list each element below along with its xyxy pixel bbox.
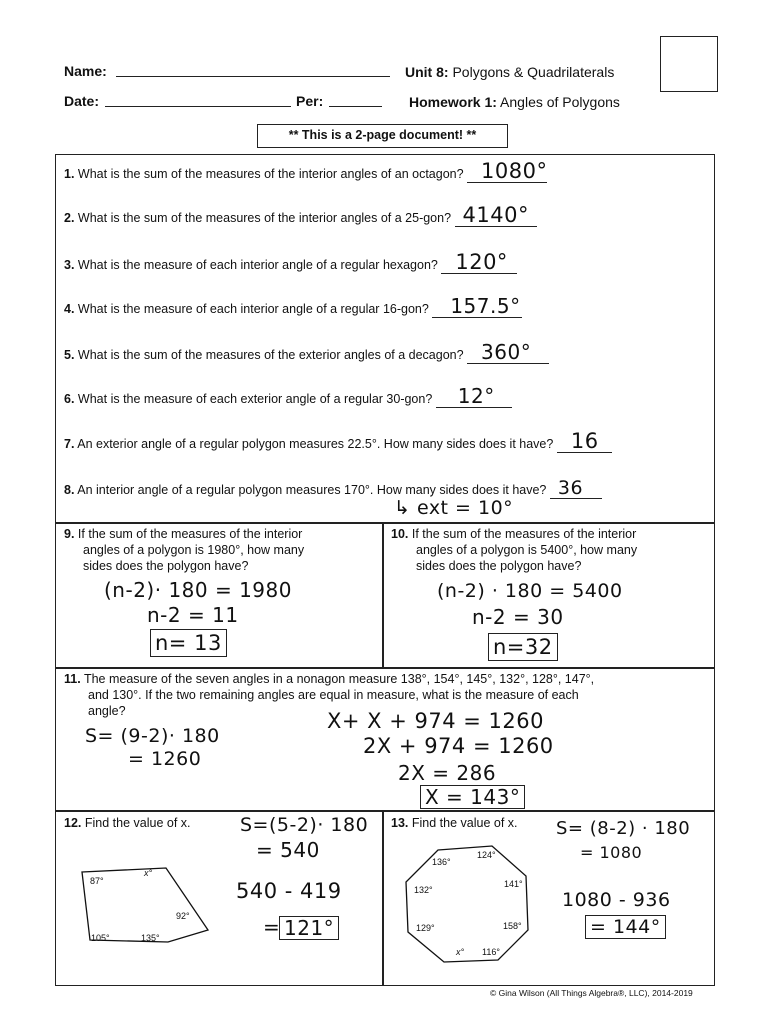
angle-label: 135° — [141, 933, 160, 943]
answer-3: 120° — [455, 250, 508, 274]
work-12-equals: = — [263, 915, 281, 939]
divider — [382, 810, 384, 986]
question-10: 10. If the sum of the measures of the interior angles of a polygon is 5400°, how many sides does the polygon have? — [391, 527, 638, 573]
score-box[interactable] — [660, 36, 718, 92]
notice-banner: ** This is a 2-page document! ** — [257, 124, 508, 148]
answer-1: 1080° — [481, 159, 548, 183]
work-13-step2: = 1080 — [580, 843, 643, 862]
answer-8: 36 — [557, 477, 584, 499]
period-field[interactable] — [329, 106, 382, 107]
work-9-step1: (n-2)· 180 = 1980 — [104, 578, 292, 602]
answer-10: n=32 — [488, 633, 558, 661]
answer-12: 121° — [279, 916, 339, 940]
divider — [55, 522, 715, 524]
question-13: 13. Find the value of x. — [391, 816, 518, 830]
copyright-footer: © Gina Wilson (All Things Algebra®, LLC), 2014-2019 — [490, 988, 693, 998]
answer-5: 360° — [481, 340, 532, 364]
divider — [55, 810, 715, 812]
answer-9: n= 13 — [150, 629, 227, 657]
work-11-s1: S= (9-2)· 180 — [85, 725, 220, 747]
question-4: 4. What is the measure of each interior angle of a regular 16-gon? 157.5° — [64, 294, 521, 318]
work-12-step1: S=(5-2)· 180 — [240, 814, 369, 836]
answer-7: 16 — [570, 429, 599, 453]
angle-label: 136° — [432, 857, 451, 867]
angle-label: 124° — [477, 850, 496, 860]
unit-heading: Unit 8: Polygons & Quadrilaterals — [405, 64, 615, 80]
work-10-step1: (n-2) · 180 = 5400 — [437, 580, 623, 602]
question-12: 12. Find the value of x. — [64, 816, 191, 830]
question-8: 8. An interior angle of a regular polygon measures 170°. How many sides does it have? 36 — [64, 480, 602, 499]
answer-13: = 144° — [585, 915, 666, 939]
angle-label: 129° — [416, 923, 435, 933]
note-8: ↳ ext = 10° — [394, 497, 514, 519]
answer-6: 12° — [457, 384, 495, 408]
question-7: 7. An exterior angle of a regular polygon measures 22.5°. How many sides does it have? 16 — [64, 433, 612, 453]
date-field[interactable] — [105, 106, 291, 107]
date-label: Date: — [64, 93, 100, 109]
question-2: 2. What is the sum of the measures of the interior angles of a 25-gon? 4140° — [64, 207, 537, 227]
angle-label: 158° — [503, 921, 522, 931]
work-12-step2: = 540 — [256, 838, 320, 862]
question-5: 5. What is the sum of the measures of the exterior angles of a decagon? 360° — [64, 344, 549, 364]
question-1: 1. What is the sum of the measures of the interior angles of an octagon? 1080° — [64, 159, 548, 183]
angle-label: 132° — [414, 885, 433, 895]
work-9-step2: n-2 = 11 — [147, 603, 239, 627]
question-9: 9. If the sum of the measures of the interior angles of a polygon is 1980°, how many sides does the polygon have? — [64, 527, 305, 573]
octagon-shape — [406, 846, 528, 962]
divider — [55, 667, 715, 669]
answer-11: X = 143° — [420, 785, 525, 809]
work-11-e1: X+ X + 974 = 1260 — [327, 709, 544, 733]
angle-label: 105° — [91, 933, 110, 943]
angle-label: 141° — [504, 879, 523, 889]
octagon-figure — [400, 838, 540, 968]
work-12-step3: 540 - 419 — [236, 879, 342, 903]
name-label: Name: — [64, 63, 107, 79]
answer-2: 4140° — [462, 203, 529, 227]
angle-label-x: x° — [456, 947, 465, 957]
work-11-s2: = 1260 — [128, 748, 202, 770]
work-11-e2: 2X + 974 = 1260 — [363, 734, 554, 758]
angle-label: 87° — [90, 876, 104, 886]
work-11-e3: 2X = 286 — [398, 761, 497, 785]
question-11: 11. The measure of the seven angles in a nonagon measure 138°, 154°, 145°, 132°, 128°, 147°, and 130°. If the two remaining angles are equal in measure, what is the measure of each angle? — [64, 672, 595, 718]
work-10-step2: n-2 = 30 — [472, 605, 564, 629]
angle-label: 116° — [482, 947, 500, 957]
question-6: 6. What is the measure of each exterior angle of a regular 30-gon? 12° — [64, 388, 512, 408]
divider — [382, 522, 384, 667]
work-13-step3: 1080 - 936 — [562, 889, 671, 911]
homework-heading: Homework 1: Angles of Polygons — [409, 94, 620, 110]
work-13-step1: S= (8-2) · 180 — [556, 818, 691, 839]
name-field[interactable] — [116, 76, 390, 77]
question-3: 3. What is the measure of each interior angle of a regular hexagon? 120° — [64, 254, 517, 274]
answer-4: 157.5° — [450, 294, 521, 318]
angle-label-x: x° — [144, 868, 153, 878]
per-label: Per: — [296, 93, 324, 109]
angle-label: 92° — [176, 911, 190, 921]
